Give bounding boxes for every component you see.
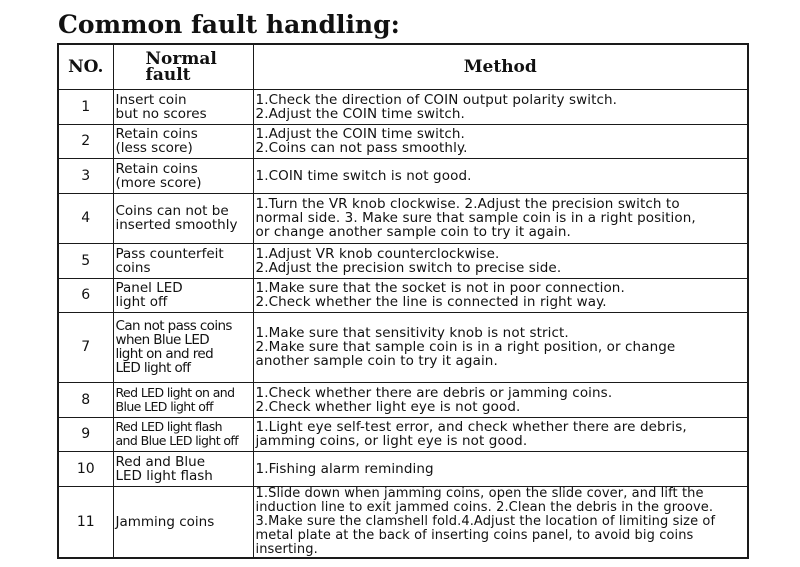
row-number: 10	[58, 451, 113, 486]
row-number: 4	[58, 193, 113, 243]
row-number: 7	[58, 312, 113, 382]
row-method: 1.Slide down when jamming coins, open the slide cover, and lift the induction line to exit jammed coins. 2.Clean the debris in the groove. 3.Make sure the clamshell fold.4.Adjust the location of limiting size of metal plate at the back of inserting coins panel, to avoid big coins inserting.	[253, 486, 748, 558]
table-row	[58, 278, 748, 312]
table-row	[58, 243, 748, 278]
row-method: 1.Adjust the COIN time switch. 2.Coins can not pass smoothly.	[253, 124, 748, 158]
table-row	[58, 312, 748, 382]
row-method: 1.Check the direction of COIN output polarity switch. 2.Adjust the COIN time switch.	[253, 89, 748, 124]
row-fault: Pass counterfeit coins	[113, 243, 253, 278]
row-method: 1.COIN time switch is not good.	[253, 158, 748, 193]
row-number: 11	[58, 486, 113, 558]
row-method: 1.Turn the VR knob clockwise. 2.Adjust the precision switch to normal side. 3. Make sure that sample coin is in a right position, or change another sample coin to try it again.	[253, 193, 748, 243]
row-number: 6	[58, 278, 113, 312]
row-fault: Can not pass coins when Blue LED light on and red LED light off	[113, 312, 253, 382]
row-number: 3	[58, 158, 113, 193]
table-row	[58, 382, 748, 417]
row-fault: Jamming coins	[113, 486, 253, 558]
row-number: 8	[58, 382, 113, 417]
table-row	[58, 124, 748, 158]
row-fault: Panel LED light off	[113, 278, 253, 312]
header-fault: Normal fault	[113, 44, 253, 89]
row-fault: Coins can not be inserted smoothly	[113, 193, 253, 243]
row-method: 1.Adjust VR knob counterclockwise. 2.Adjust the precision switch to precise side.	[253, 243, 748, 278]
row-method: 1.Make sure that sensitivity knob is not strict. 2.Make sure that sample coin is in a right position, or change another sample coin to try it again.	[253, 312, 748, 382]
row-method: 1.Fishing alarm reminding	[253, 451, 748, 486]
table-row	[58, 193, 748, 243]
row-method: 1.Check whether there are debris or jamming coins. 2.Check whether light eye is not good.	[253, 382, 748, 417]
row-fault: Retain coins (less score)	[113, 124, 253, 158]
row-fault: Red LED light on and Blue LED light off	[113, 382, 253, 417]
row-fault: Insert coin but no scores	[113, 89, 253, 124]
row-number: 1	[58, 89, 113, 124]
table-row	[58, 486, 748, 558]
fault-table	[57, 43, 749, 559]
row-fault: Red and Blue LED light flash	[113, 451, 253, 486]
table-row	[58, 89, 748, 124]
row-fault: Red LED light flash and Blue LED light off	[113, 417, 253, 451]
header-method: Method	[253, 44, 748, 89]
table-row	[58, 451, 748, 486]
row-method: 1.Light eye self-test error, and check whether there are debris, jamming coins, or light eye is not good.	[253, 417, 748, 451]
header-row	[58, 44, 748, 89]
table-row	[58, 158, 748, 193]
row-method: 1.Make sure that the socket is not in poor connection. 2.Check whether the line is connected in right way.	[253, 278, 748, 312]
page-title: Common fault handling:	[58, 10, 400, 39]
row-fault: Retain coins (more score)	[113, 158, 253, 193]
table-row	[58, 417, 748, 451]
row-number: 5	[58, 243, 113, 278]
row-number: 2	[58, 124, 113, 158]
row-number: 9	[58, 417, 113, 451]
header-no: NO.	[58, 44, 113, 89]
